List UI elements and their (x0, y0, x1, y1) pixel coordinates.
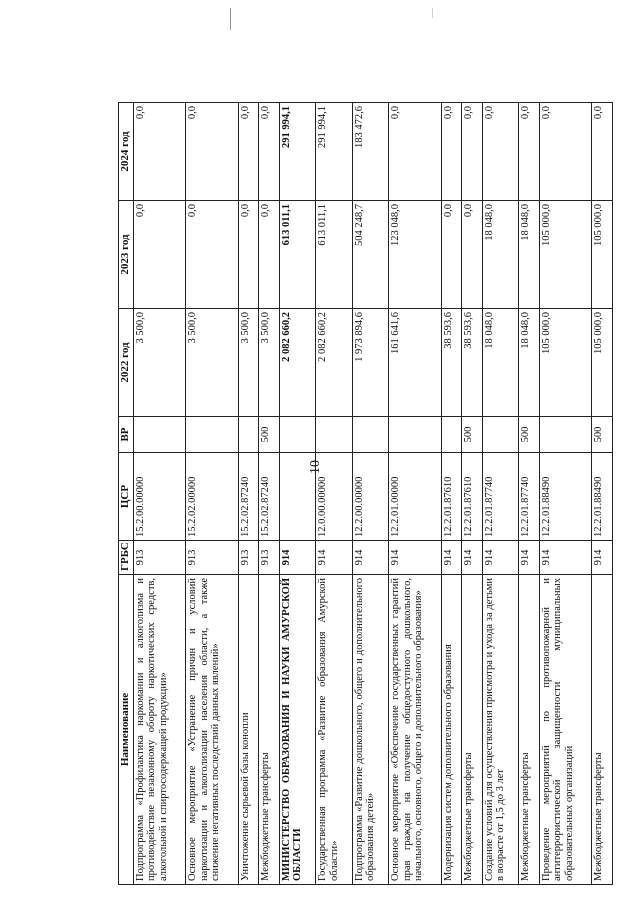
cell-2024: 0,0 (539, 103, 592, 201)
cell-2023: 0,0 (238, 201, 258, 309)
header-2023: 2023 год (119, 201, 134, 309)
table-row (186, 103, 239, 885)
cell-name: Основное мероприятие «Устранение причин и условий наркотизации и алкоголизации населения области, а также снижение негативных последствий данных явлений» (186, 575, 239, 885)
table-row (238, 103, 258, 885)
cell-name: Создание условий для осуществления присмотра и ухода за детьми в возрасте от 1,5 до 3 лет (482, 575, 519, 885)
table-row (462, 103, 482, 885)
cell-vr (238, 417, 258, 453)
cell-2022: 3 500,0 (133, 309, 186, 417)
table-row (519, 103, 539, 885)
header-name: Наименование (119, 575, 134, 885)
cell-2023: 613 011,1 (316, 201, 353, 309)
cell-2022: 1 973 894,6 (352, 309, 389, 417)
cell-csr: 12.2.01.87740 (482, 453, 519, 541)
cell-2024: 0,0 (186, 103, 239, 201)
cell-vr (186, 417, 239, 453)
cell-grbs: 914 (279, 541, 316, 575)
cell-grbs: 913 (259, 541, 279, 575)
header-grbs: ГРБС (119, 541, 134, 575)
cell-2024: 291 994,1 (316, 103, 353, 201)
cell-grbs: 913 (186, 541, 239, 575)
header-2022: 2022 год (119, 309, 134, 417)
cell-2023: 18 048,0 (519, 201, 539, 309)
cell-csr: 12.2.01.88490 (592, 453, 613, 541)
cell-grbs: 914 (389, 541, 442, 575)
cell-2022: 105 000,0 (592, 309, 613, 417)
cell-vr: 500 (519, 417, 539, 453)
cell-name: Межбюджетные трансферты (519, 575, 539, 885)
table-row (389, 103, 442, 885)
cell-2023: 0,0 (186, 201, 239, 309)
cell-2022: 18 048,0 (519, 309, 539, 417)
cell-2022: 161 641,6 (389, 309, 442, 417)
cell-grbs: 913 (133, 541, 186, 575)
cell-2024: 0,0 (389, 103, 442, 201)
cell-vr (482, 417, 519, 453)
cell-vr (316, 417, 353, 453)
cell-2024: 0,0 (442, 103, 462, 201)
cell-grbs: 914 (442, 541, 462, 575)
header-2024: 2024 год (119, 103, 134, 201)
cell-2022: 38 593,6 (462, 309, 482, 417)
cell-name: Государственная программа «Развитие образования Амурской области» (316, 575, 353, 885)
cell-2024: 0,0 (259, 103, 279, 201)
cell-name: Подпрограмма «Развитие дошкольного, общего и дополнительного образования детей» (352, 575, 389, 885)
cell-2023: 0,0 (259, 201, 279, 309)
cell-grbs: 914 (519, 541, 539, 575)
cell-2023: 504 248,7 (352, 201, 389, 309)
table-row (279, 103, 316, 885)
page-number: 10 (308, 460, 323, 474)
cell-2023: 105 000,0 (539, 201, 592, 309)
cell-name: Подпрограмма «Профилактика наркомании и алкоголизма и противодействие незаконному обороту наркотических средств, алкогольной и спиртосодержащей продукции» (133, 575, 186, 885)
cell-grbs: 914 (539, 541, 592, 575)
cell-2022: 3 500,0 (259, 309, 279, 417)
cell-2023: 0,0 (133, 201, 186, 309)
cell-vr: 500 (259, 417, 279, 453)
cell-vr (279, 417, 316, 453)
cell-2024: 0,0 (519, 103, 539, 201)
cell-name: Проведение мероприятий по противопожарной и антитеррористической защищенности муниципальных образовательных организаций (539, 575, 592, 885)
table-body (133, 103, 613, 885)
cell-vr: 500 (592, 417, 613, 453)
cell-2023: 0,0 (462, 201, 482, 309)
cell-grbs: 914 (316, 541, 353, 575)
scan-mark (432, 8, 433, 18)
cell-csr: 12.2.01.88490 (539, 453, 592, 541)
cell-name: Уничтожение сырьевой базы конопли (238, 575, 258, 885)
cell-2024: 183 472,6 (352, 103, 389, 201)
cell-name: Основное мероприятие «Обеспечение государственных гарантий прав граждан на получение общедоступного дошкольного, начального, основного, общего и дополнительного образования» (389, 575, 442, 885)
cell-csr: 12.0.00.00000 (316, 453, 353, 541)
cell-grbs: 913 (238, 541, 258, 575)
cell-csr: 12.2.00.00000 (352, 453, 389, 541)
header-vr: ВР (119, 417, 134, 453)
cell-2023: 123 048,0 (389, 201, 442, 309)
cell-name: Межбюджетные трансферты (462, 575, 482, 885)
table-row (442, 103, 462, 885)
cell-grbs: 914 (462, 541, 482, 575)
cell-grbs: 914 (482, 541, 519, 575)
cell-2024: 0,0 (482, 103, 519, 201)
table-row (259, 103, 279, 885)
cell-csr: 15.2.00.00000 (133, 453, 186, 541)
cell-2024: 291 994,1 (279, 103, 316, 201)
cell-csr: 15.2.02.87240 (238, 453, 258, 541)
cell-2022: 2 082 660,2 (316, 309, 353, 417)
cell-2022: 3 500,0 (238, 309, 258, 417)
cell-name: МИНИСТЕРСТВО ОБРАЗОВАНИЯ И НАУКИ АМУРСКОЙ ОБЛАСТИ (279, 575, 316, 885)
cell-2023: 0,0 (442, 201, 462, 309)
table-row (482, 103, 519, 885)
table-header-row (119, 103, 134, 885)
cell-2024: 0,0 (462, 103, 482, 201)
table-row (539, 103, 592, 885)
cell-csr: 12.2.01.87740 (519, 453, 539, 541)
rotated-table-container (118, 103, 613, 885)
cell-2022: 2 082 660,2 (279, 309, 316, 417)
cell-name: Межбюджетные трансферты (592, 575, 613, 885)
cell-csr: 12.2.01.87610 (442, 453, 462, 541)
cell-2023: 613 011,1 (279, 201, 316, 309)
cell-vr (133, 417, 186, 453)
cell-csr (279, 453, 316, 541)
cell-2023: 18 048,0 (482, 201, 519, 309)
cell-vr (352, 417, 389, 453)
cell-2022: 18 048,0 (482, 309, 519, 417)
cell-csr: 12.2.01.00000 (389, 453, 442, 541)
cell-2022: 105 000,0 (539, 309, 592, 417)
cell-2022: 3 500,0 (186, 309, 239, 417)
cell-vr: 500 (462, 417, 482, 453)
cell-2023: 105 000,0 (592, 201, 613, 309)
header-csr: ЦСР (119, 453, 134, 541)
cell-vr (389, 417, 442, 453)
cell-2024: 0,0 (133, 103, 186, 201)
scan-mark (230, 8, 231, 30)
cell-2024: 0,0 (238, 103, 258, 201)
cell-name: Межбюджетные трансферты (259, 575, 279, 885)
cell-csr: 15.2.02.87240 (259, 453, 279, 541)
cell-vr (539, 417, 592, 453)
cell-name: Модернизация систем дополнительного образования (442, 575, 462, 885)
budget-table (118, 102, 613, 885)
table-row (592, 103, 613, 885)
cell-grbs: 914 (352, 541, 389, 575)
cell-grbs: 914 (592, 541, 613, 575)
cell-csr: 15.2.02.00000 (186, 453, 239, 541)
cell-2022: 38 593,6 (442, 309, 462, 417)
table-row (352, 103, 389, 885)
cell-vr (442, 417, 462, 453)
table-row (316, 103, 353, 885)
cell-2024: 0,0 (592, 103, 613, 201)
cell-csr: 12.2.01.87610 (462, 453, 482, 541)
table-row (133, 103, 186, 885)
